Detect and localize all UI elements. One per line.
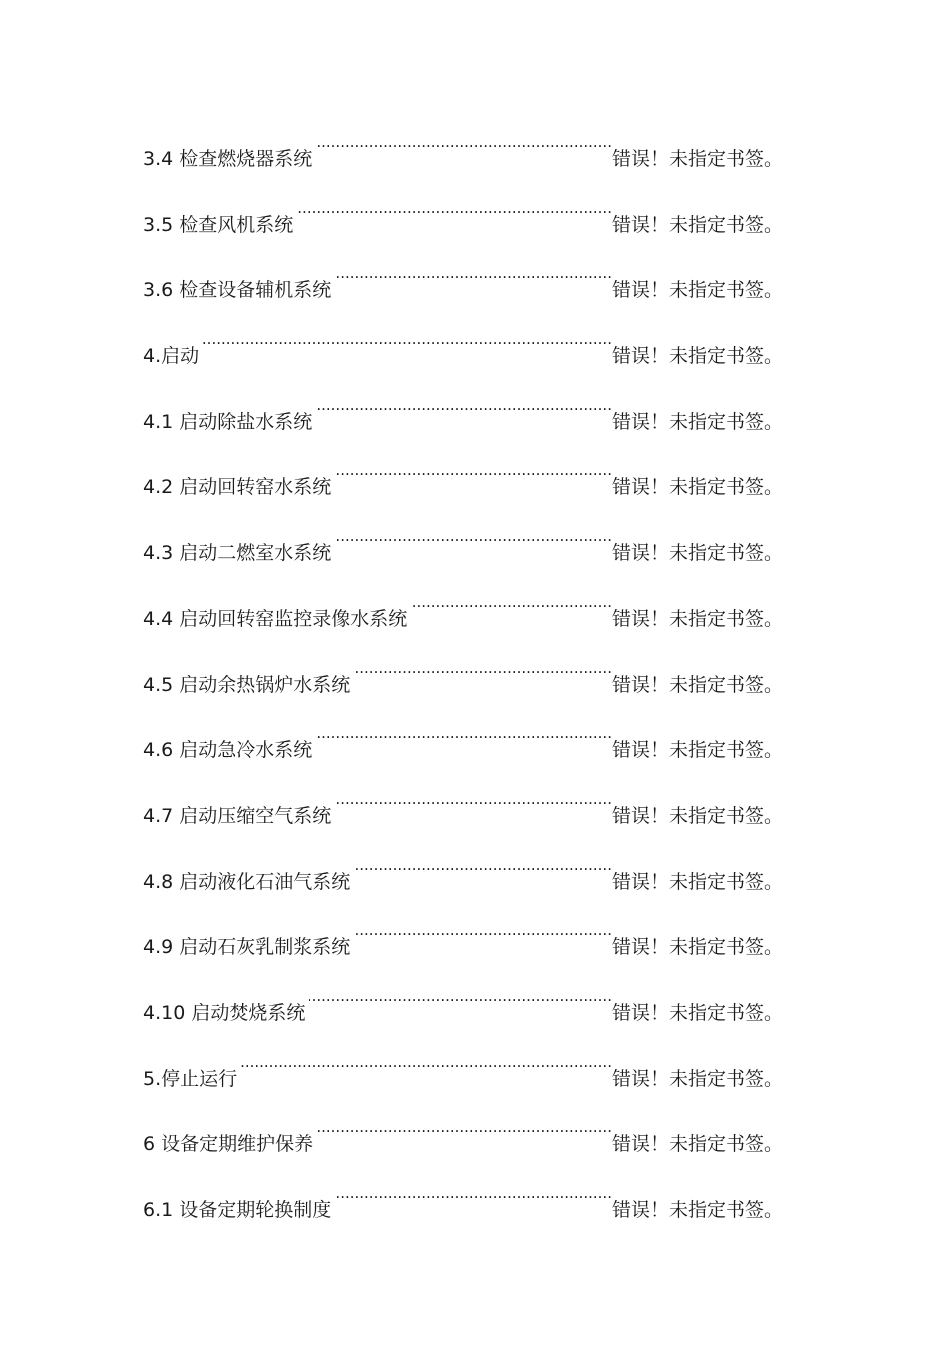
toc-entry[interactable] xyxy=(143,1105,783,1171)
table-of-contents xyxy=(143,120,783,1237)
toc-entry[interactable] xyxy=(143,120,783,186)
toc-entry[interactable] xyxy=(143,186,783,252)
toc-entry-label: 4.2 启动回转窑水系统 xyxy=(143,476,332,499)
dot-leader xyxy=(354,908,612,953)
dot-leader xyxy=(335,1171,612,1216)
toc-entry-label: 4.7 启动压缩空气系统 xyxy=(143,804,332,827)
toc-entry[interactable] xyxy=(143,514,783,580)
toc-entry-label: 4.5 启动余热锅炉水系统 xyxy=(143,673,351,696)
toc-entry-page-ref: 错误！未指定书签。 xyxy=(611,673,783,696)
dot-leader xyxy=(354,646,612,691)
dot-leader xyxy=(411,580,612,625)
toc-entry-label: 4.9 启动石灰乳制浆系统 xyxy=(143,936,351,959)
toc-entry-page-ref: 错误！未指定书签。 xyxy=(611,607,783,630)
dot-leader xyxy=(316,711,612,756)
toc-entry-page-ref: 错误！未指定书签。 xyxy=(611,739,783,762)
toc-entry[interactable] xyxy=(143,646,783,712)
dot-leader xyxy=(316,383,612,428)
toc-entry-label: 4.10 启动焚烧系统 xyxy=(143,1001,306,1024)
toc-entry-page-ref: 错误！未指定书签。 xyxy=(611,148,783,170)
toc-entry-label: 4.1 启动除盐水系统 xyxy=(143,410,313,433)
toc-entry[interactable] xyxy=(143,1040,783,1106)
dot-leader xyxy=(317,1105,612,1150)
toc-entry-page-ref: 错误！未指定书签。 xyxy=(611,936,783,959)
dot-leader xyxy=(203,317,612,362)
toc-entry-label: 5.停止运行 xyxy=(143,1067,238,1090)
toc-entry-page-ref: 错误！未指定书签。 xyxy=(611,1199,783,1221)
toc-entry-page-ref: 错误！未指定书签。 xyxy=(611,476,783,499)
toc-entry[interactable] xyxy=(143,317,783,383)
toc-entry-page-ref: 错误！未指定书签。 xyxy=(611,1001,783,1024)
toc-entry-label: 4.启动 xyxy=(143,345,200,368)
toc-entry[interactable] xyxy=(143,974,783,1040)
toc-entry-page-ref: 错误！未指定书签。 xyxy=(611,345,783,368)
toc-entry-label: 4.8 启动液化石油气系统 xyxy=(143,870,351,893)
toc-entry-page-ref: 错误！未指定书签。 xyxy=(611,870,783,893)
toc-entry-page-ref: 错误！未指定书签。 xyxy=(611,1133,783,1156)
dot-leader xyxy=(335,514,612,559)
toc-entry[interactable] xyxy=(143,711,783,777)
toc-entry-label: 3.6 检查设备辅机系统 xyxy=(143,279,332,302)
toc-entry[interactable] xyxy=(143,580,783,646)
toc-entry-label: 4.4 启动回转窑监控录像水系统 xyxy=(143,607,408,630)
toc-entry-label: 4.6 启动急冷水系统 xyxy=(143,739,313,762)
toc-entry-page-ref: 错误！未指定书签。 xyxy=(611,542,783,565)
toc-entry[interactable] xyxy=(143,777,783,843)
toc-entry-label: 4.3 启动二燃室水系统 xyxy=(143,542,332,565)
toc-entry-page-ref: 错误！未指定书签。 xyxy=(611,410,783,433)
toc-entry-label: 3.5 检查风机系统 xyxy=(143,213,294,236)
dot-leader xyxy=(297,186,612,231)
toc-entry[interactable] xyxy=(143,908,783,974)
toc-entry[interactable] xyxy=(143,448,783,514)
toc-entry-label: 6 设备定期维护保养 xyxy=(143,1133,314,1156)
dot-leader xyxy=(335,448,612,493)
toc-entry[interactable] xyxy=(143,843,783,909)
toc-entry-page-ref: 错误！未指定书签。 xyxy=(611,804,783,827)
toc-entry-label: 6.1 设备定期轮换制度 xyxy=(143,1199,332,1221)
dot-leader xyxy=(335,251,612,296)
toc-entry-label: 3.4 检查燃烧器系统 xyxy=(143,148,313,170)
dot-leader xyxy=(335,777,612,822)
toc-entry[interactable] xyxy=(143,251,783,317)
dot-leader xyxy=(354,843,612,888)
toc-entry-page-ref: 错误！未指定书签。 xyxy=(611,279,783,302)
toc-entry[interactable] xyxy=(143,1171,783,1237)
dot-leader xyxy=(241,1040,612,1085)
toc-entry[interactable] xyxy=(143,383,783,449)
toc-entry-page-ref: 错误！未指定书签。 xyxy=(611,1067,783,1090)
toc-entry-page-ref: 错误！未指定书签。 xyxy=(611,213,783,236)
dot-leader xyxy=(309,974,612,1019)
dot-leader xyxy=(316,120,612,165)
